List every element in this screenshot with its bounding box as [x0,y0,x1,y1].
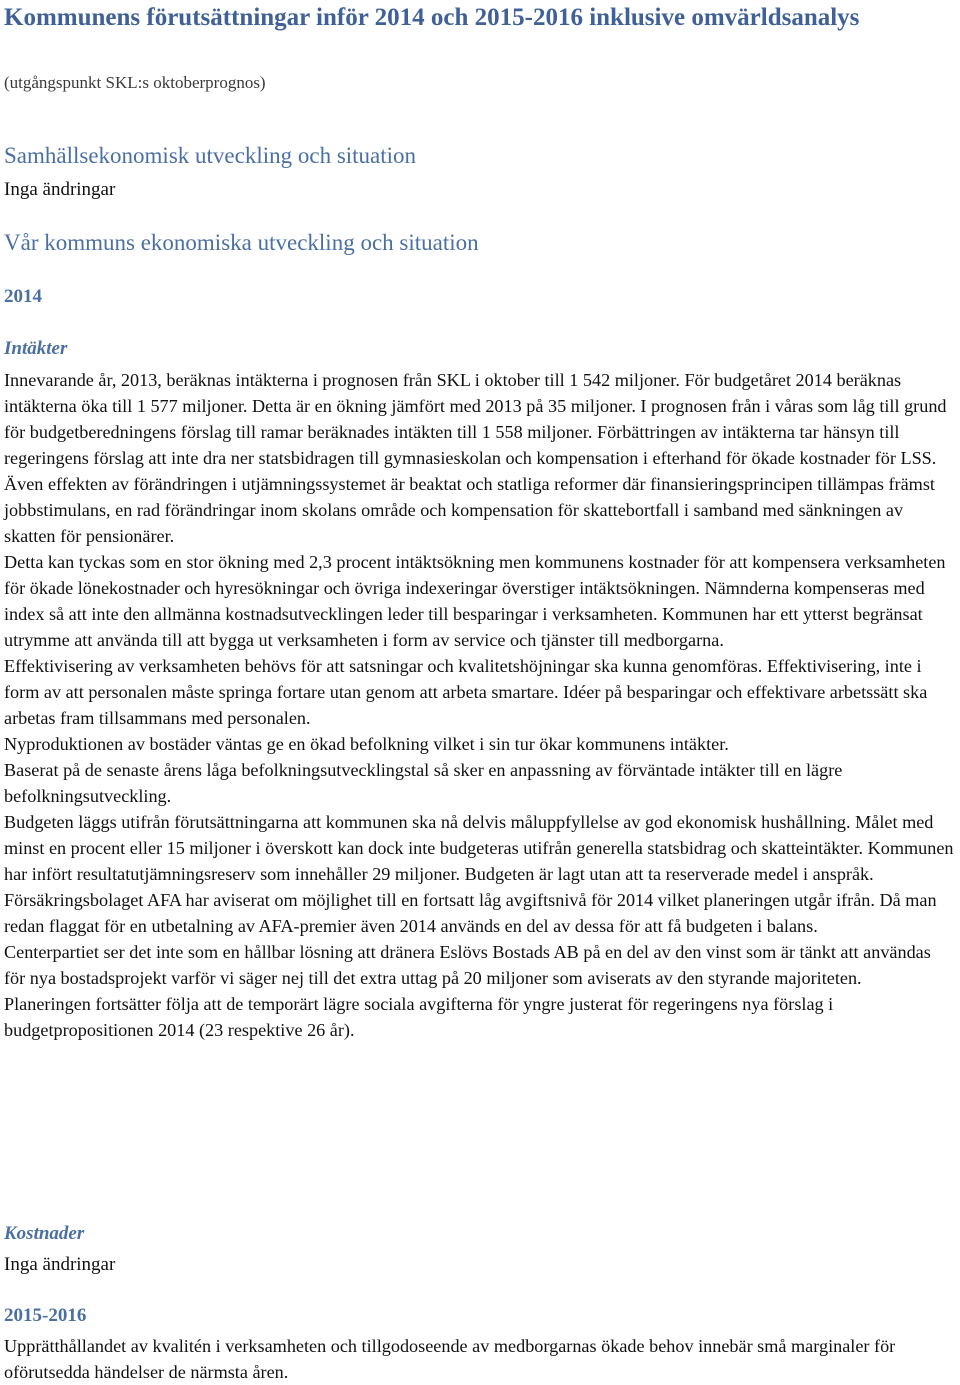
document-title: Kommunens förutsättningar inför 2014 och 2015-2016 inklusive omvärldsanalys [4,4,860,31]
section-heading-samhallsekonomisk: Samhällsekonomisk utveckling och situation [4,143,417,168]
intakter-paragraph-6: Budgeten läggs utifrån förutsättningarna att kommunen ska nå delvis måluppfyllelse av god ekonomisk hushållning. Målet med minst en procent eller 15 miljoner i överskott kan dock inte budgeteras utifrån generella statsbidrag och skatteintäkter. Kommunen har infört resultatutjämningsreserv som innehåller 29 miljoner. Budgeten är lagt utan att ta reserverade medel i anspråk. [4,812,954,884]
section-heading-kommun: Vår kommuns ekonomiska utveckling och situation [4,230,479,255]
intakter-paragraph-9: Planeringen fortsätter följa att de temporärt lägre sociala avgifterna för yngre justerat för regeringens nya förslag i budgetpropositionen 2014 (23 respektive 26 år). [4,994,834,1040]
intakter-body [4,367,956,1043]
intakter-paragraph-7: Försäkringsbolaget AFA har aviserat om möjlighet till en fortsatt låg avgiftsnivå för 2014 vilket planeringen utgår ifrån. Då man redan flaggat för en utbetalning av AFA-premier även 2014 används en del av dessa för att få budgeten i balans. [4,890,937,936]
kostnader-status-text: Inga ändringar [4,1254,116,1275]
intakter-paragraph-2: Detta kan tyckas som en stor ökning med 2,3 procent intäktsökning men kommunens kostnader för att kompensera verksamheten för ökade lönekostnader och hyresökningar och övriga indexeringar överstiger intäktsökningen. Nämnderna kompenseras med index så att inte den allmänna kostnadsutvecklingen leder till besparingar i verksamheten. Kommunen har ett ytterst begränsat utrymme att använda till att bygga ut verksamheten i form av service och tjänster till medborgarna. [4,552,946,650]
period-2015-2016-paragraph: Upprätthållandet av kvalitén i verksamheten och tillgodoseende av medborgarnas ökade behov innebär små marginaler för oförutsedda händelser de närmsta åren. [4,1336,896,1382]
subheading-kostnader: Kostnader [4,1223,85,1244]
period-2015-2016-body [4,1333,956,1385]
year-heading-2014: 2014 [4,286,42,307]
subheading-intakter: Intäkter [4,338,68,359]
year-heading-2015-2016: 2015-2016 [4,1305,87,1326]
intakter-paragraph-3: Effektivisering av verksamheten behövs för att satsningar och kvalitetshöjningar ska kunna genomföras. Effektivisering, inte i form av att personalen måste springa fortare utan genom att arbeta smartare. Idéer på besparingar och effektivare arbetssätt ska arbetas fram tillsammans med personalen. [4,656,928,728]
samhall-status-text: Inga ändringar [4,179,116,200]
intakter-paragraph-4: Nyproduktionen av bostäder väntas ge en ökad befolkning vilket i sin tur ökar kommunens intäkter. [4,734,729,754]
intakter-paragraph-8: Centerpartiet ser det inte som en hållbar lösning att dränera Eslövs Bostads AB på en del av den vinst som är tänkt att användas för nya bostadsprojekt varför vi säger nej till det extra uttag på 20 miljoner som aviserats av den styrande majoriteten. [4,942,931,988]
intakter-paragraph-1: Innevarande år, 2013, beräknas intäkterna i prognosen från SKL i oktober till 1 542 miljoner. För budgetåret 2014 beräknas intäkterna öka till 1 577 miljoner. Detta är en ökning jämfört med 2013 på 35 miljoner. I prognosen från i våras som låg till grund för budgetberedningens förslag till ramar beräknades intäkten till 1 558 miljoner. Förbättringen av intäkterna tar hänsyn till regeringens förslag att inte dra ner statsbidragen till gymnasieskolan och kompensation i efterhand för ökade kostnader för LSS. Även effekten av förändringen i utjämningssystemet är beaktat och statliga reformer där finansieringsprincipen tillämpas främst jobbstimulans, en rad förändringar inom skolans område och kompensation för skattebortfall i samband med sänkningen av skatten för pensionärer. [4,370,947,546]
intakter-paragraph-5: Baserat på de senaste årens låga befolkningsutvecklingstal så sker en anpassning av förväntade intäkter till en lägre befolkningsutveckling. [4,760,843,806]
document-subtitle: (utgångspunkt SKL:s oktoberprognos) [4,73,266,92]
